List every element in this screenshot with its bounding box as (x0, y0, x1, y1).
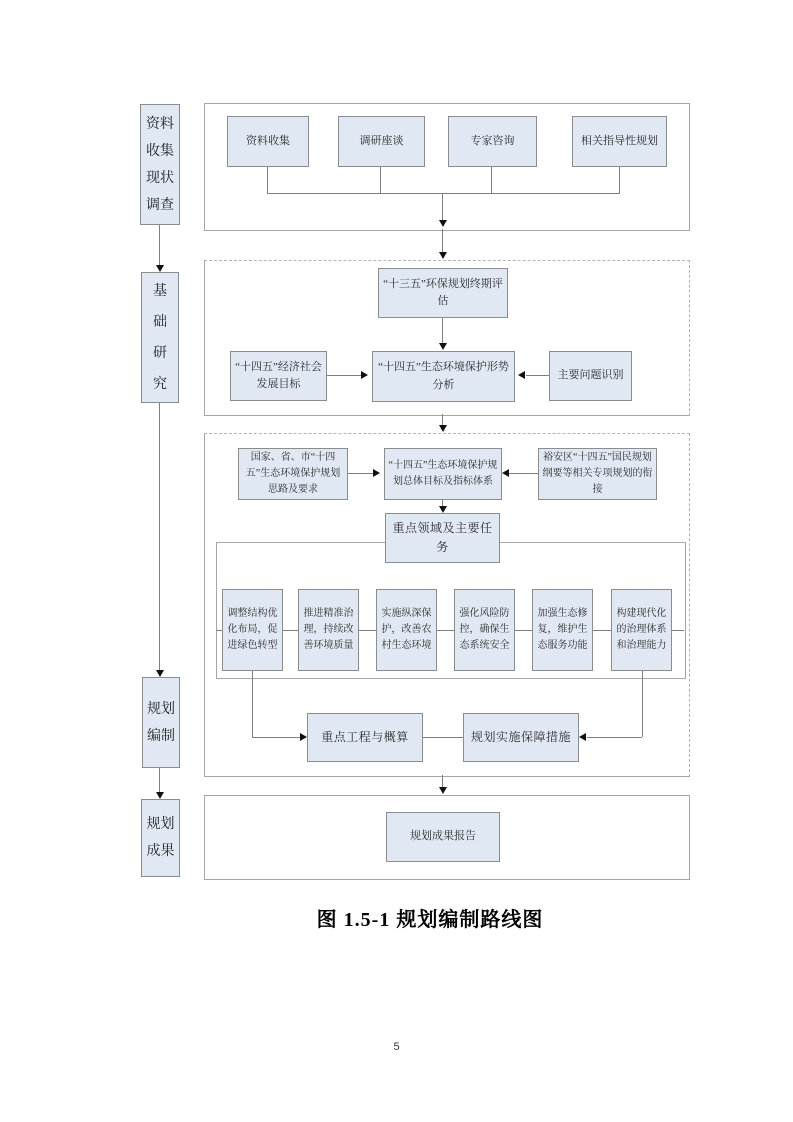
connector-line (380, 167, 381, 193)
node-results-report: 规划成果报告 (386, 812, 500, 862)
connector-line (283, 630, 298, 631)
stage-label: 基础研究 (153, 283, 167, 392)
arrow-down-icon (439, 252, 447, 259)
stage-label: 规划编制 (147, 701, 175, 744)
connector-line (267, 193, 620, 194)
arrow-down-icon (156, 792, 164, 799)
node-expert-consultation: 专家咨询 (448, 116, 537, 167)
node-plan-coordination: 裕安区“十四五”国民规划纲要等相关专项规划的衔接 (538, 448, 657, 500)
arrow-down-icon (439, 506, 447, 513)
node-research-talks: 调研座谈 (338, 116, 425, 167)
connector-line (442, 193, 443, 220)
arrow-down-icon (439, 425, 447, 432)
arrow-down-icon (156, 265, 164, 272)
arrow-left-icon (518, 371, 525, 379)
connector-line (509, 473, 538, 474)
arrow-down-icon (156, 670, 164, 677)
connector-line (442, 775, 443, 787)
page-number: 5 (393, 1041, 400, 1053)
node-national-requirements: 国家、省、市“十四五”生态环境保护规划思路及要求 (238, 448, 348, 500)
arrow-left-icon (579, 733, 586, 741)
figure-caption: 图 1.5-1 规划编制路线图 (316, 909, 544, 931)
connector-line (359, 630, 376, 631)
connector-line (159, 225, 160, 265)
arrow-right-icon (361, 371, 368, 379)
node-task-governance-system: 构建现代化的治理体系和治理能力 (611, 589, 672, 671)
stage-box-data-collection (140, 104, 180, 225)
node-task-rural-environment: 实施纵深保护，改善农村生态环境 (376, 589, 437, 671)
connector-line (267, 167, 268, 193)
connector-line (327, 375, 361, 376)
connector-line (587, 737, 642, 738)
connector-line (252, 737, 300, 738)
connector-line (437, 630, 454, 631)
node-task-eco-restoration: 加强生态修复，维护生态服务功能 (532, 589, 593, 671)
stage-box-plan-compilation (142, 677, 180, 768)
connector-line (252, 671, 253, 737)
node-data-collection: 资料收集 (227, 116, 309, 167)
node-key-areas-title: 重点领域及主要任务 (385, 513, 500, 563)
connector-line (348, 473, 373, 474)
arrow-right-icon (300, 733, 307, 741)
connector-line (491, 167, 492, 193)
arrow-right-icon (373, 469, 380, 477)
arrow-down-icon (439, 343, 447, 350)
connector-line (619, 167, 620, 193)
node-13th-plan-evaluation: “十三五”环保规划终期评估 (378, 268, 508, 318)
arrow-down-icon (439, 787, 447, 794)
connector-line (423, 737, 463, 738)
connector-line (442, 414, 443, 425)
node-safeguards: 规划实施保障措施 (463, 713, 579, 762)
node-guiding-plans: 相关指导性规划 (572, 116, 667, 167)
arrow-down-icon (439, 220, 447, 227)
connector-line (442, 318, 443, 343)
stage-label: 资料收集现状调查 (146, 116, 174, 213)
connector-line (159, 403, 160, 670)
node-economic-goals: “十四五”经济社会发展目标 (230, 351, 327, 401)
stage-box-plan-results (141, 799, 180, 877)
node-task-risk-control: 强化风险防控，确保生态系统安全 (454, 589, 515, 671)
node-situation-analysis: “十四五”生态环境保护形势分析 (372, 351, 515, 402)
stage-label: 规划成果 (146, 817, 175, 859)
node-task-precision-governance: 推进精准治理，持续改善环境质量 (298, 589, 359, 671)
arrow-left-icon (502, 469, 509, 477)
connector-line (593, 630, 611, 631)
connector-line (442, 229, 443, 252)
node-overall-goals: “十四五”生态环境保护规划总体目标及指标体系 (384, 448, 502, 500)
connector-line (159, 768, 160, 792)
connector-line (515, 630, 532, 631)
connector-line (526, 375, 549, 376)
connector-line (672, 630, 684, 631)
node-problem-identification: 主要问题识别 (549, 351, 632, 401)
connector-line (642, 671, 643, 737)
connector-line (216, 630, 222, 631)
stage-box-basic-research (141, 272, 179, 403)
node-key-projects: 重点工程与概算 (307, 713, 423, 762)
node-task-structure: 调整结构优化布局，促进绿色转型 (222, 589, 283, 671)
